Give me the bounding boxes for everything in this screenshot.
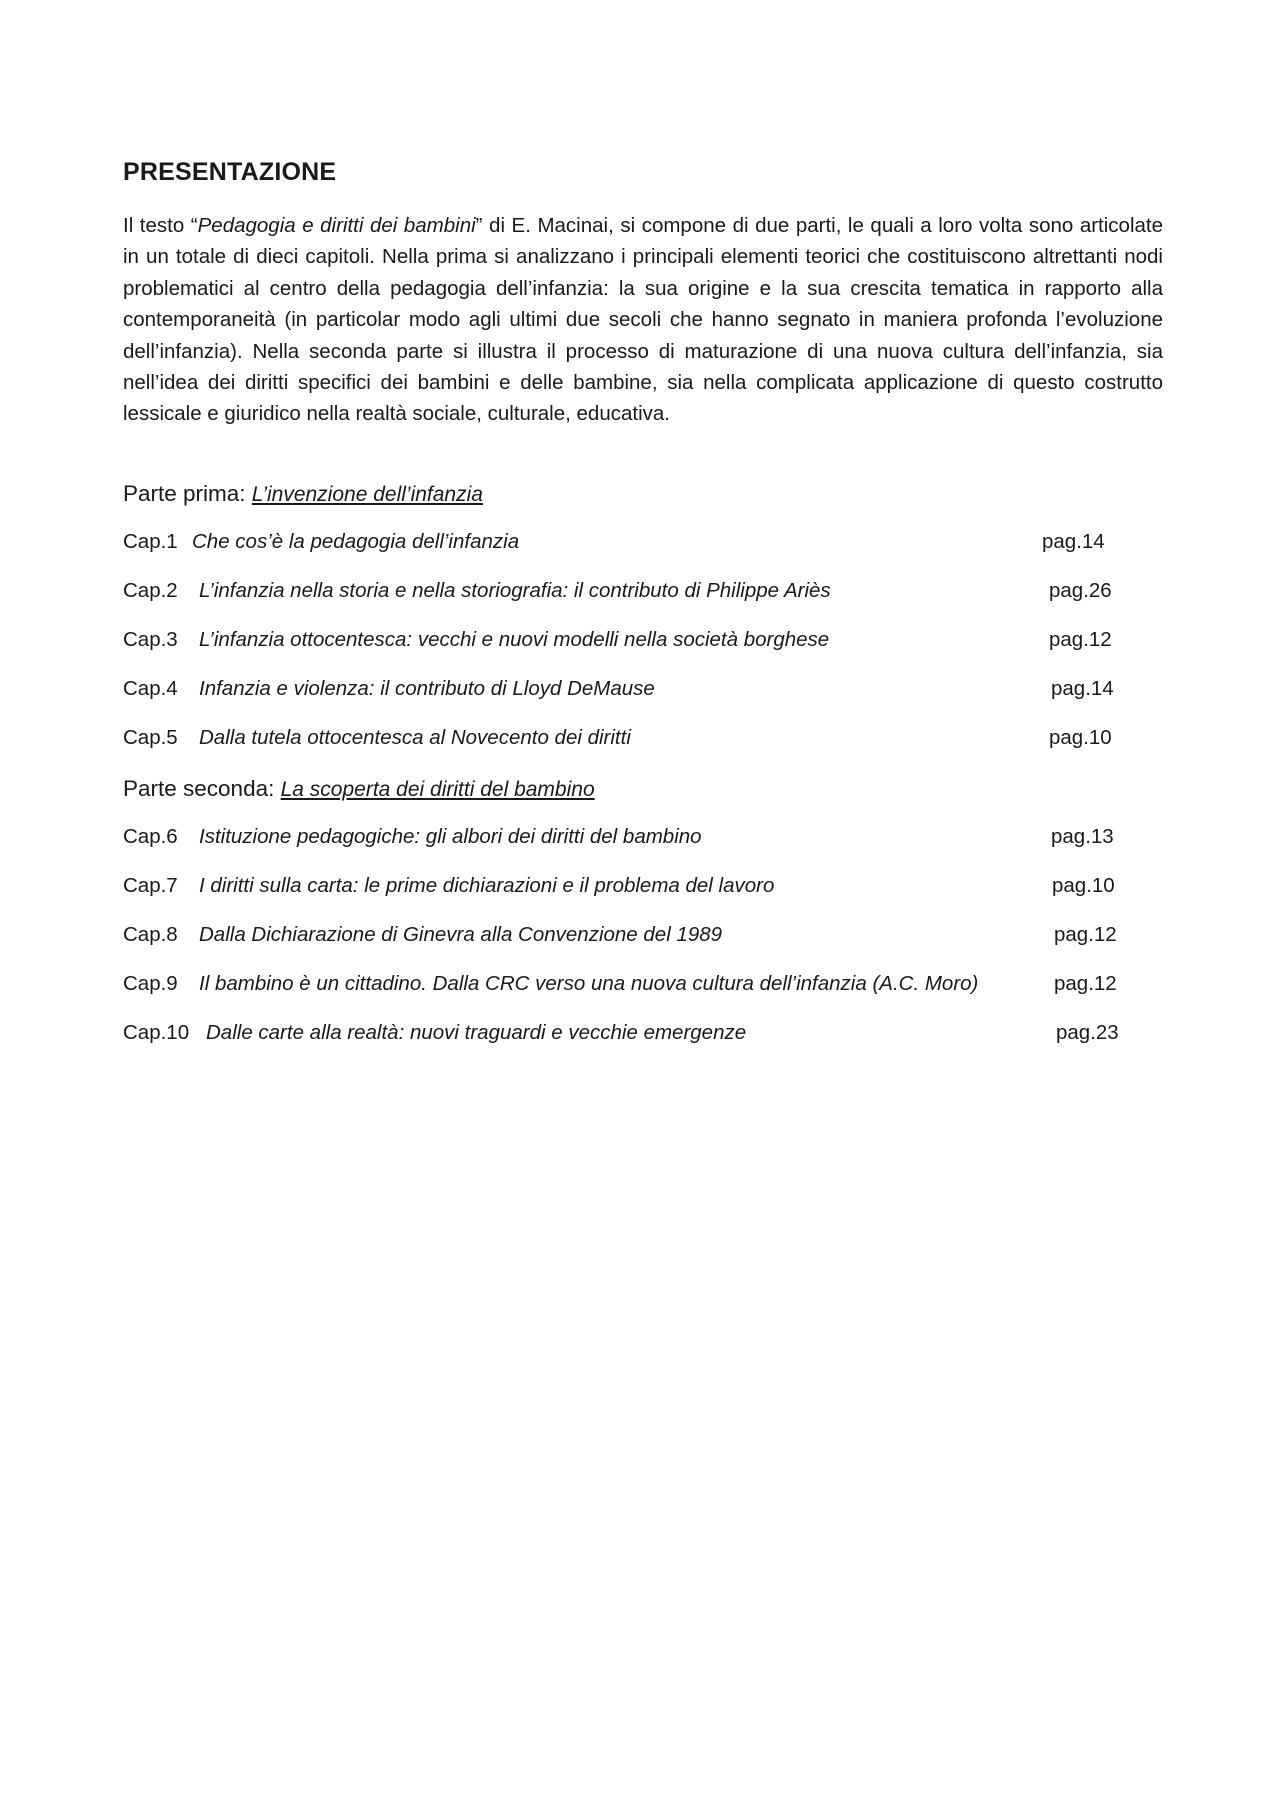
chapter-label: Cap.10	[123, 1021, 190, 1044]
toc-row-cap-7	[123, 874, 1123, 904]
chapter-title: Istituzione pedagogiche: gli albori dei diritti del bambino	[199, 825, 702, 848]
chapter-title: Dalla tutela ottocentesca al Novecento dei diritti	[199, 726, 631, 749]
chapter-title: I diritti sulla carta: le prime dichiarazioni e il problema del lavoro	[199, 874, 775, 897]
chapter-title: L’infanzia nella storia e nella storiografia: il contributo di Philippe Ariès	[199, 579, 831, 602]
chapter-page: pag.23	[1056, 1021, 1119, 1044]
chapter-label: Cap.3	[123, 628, 178, 651]
book-title: Pedagogia e diritti dei bambini	[197, 214, 476, 237]
chapter-page: pag.12	[1054, 972, 1117, 995]
chapter-title: Dalla Dichiarazione di Ginevra alla Convenzione del 1989	[199, 923, 723, 946]
chapter-label: Cap.6	[123, 825, 178, 848]
toc-row-cap-5	[123, 726, 1123, 756]
toc-row-cap-10	[123, 1021, 1123, 1051]
intro-body: ” di E. Macinai, si compone di due parti, le quali a loro volta sono articolate in un totale di dieci capitoli. Nella prima si analizzano i principali elementi teorici che costituiscono altrettanti nodi problematici al centro della pedagogia dell’infanzia: la sua origine e la sua crescita tematica in rapporto alla contemporaneità (in particolar modo agli ultimi due secoli che hanno segnato in maniera profonda l’evoluzione dell’infanzia). Nella seconda parte si illustra il processo di maturazione di una nuova cultura dell’infanzia, sia nell’idea dei diritti specifici dei bambini e delle bambine, sia nella complicata applicazione di questo costrutto lessicale e giuridico nella realtà sociale, culturale, educativa.	[123, 214, 1163, 426]
toc-row-cap-2	[123, 579, 1123, 609]
chapter-page: pag.12	[1049, 628, 1112, 651]
part-label: Parte prima:	[123, 481, 252, 506]
toc-row-cap-9	[123, 972, 1123, 1002]
chapter-label: Cap.1	[123, 530, 178, 553]
intro-prefix: Il testo “	[123, 214, 198, 237]
chapter-label: Cap.4	[123, 677, 178, 700]
part-two-heading	[123, 776, 595, 802]
toc-row-cap-6	[123, 825, 1123, 855]
chapter-page: pag.13	[1051, 825, 1114, 848]
chapter-title: Che cos’è la pedagogia dell’infanzia	[192, 530, 520, 553]
chapter-title: Il bambino è un cittadino. Dalla CRC verso una nuova cultura dell’infanzia (A.C. Moro)	[199, 972, 979, 995]
chapter-label: Cap.8	[123, 923, 178, 946]
chapter-page: pag.10	[1049, 726, 1112, 749]
chapter-page: pag.10	[1052, 874, 1115, 897]
toc-row-cap-4	[123, 677, 1123, 707]
chapter-page: pag.14	[1042, 530, 1105, 553]
intro-paragraph	[123, 210, 1163, 430]
chapter-title: Dalle carte alla realtà: nuovi traguardi e vecchie emergenze	[206, 1021, 747, 1044]
page-title: PRESENTAZIONE	[123, 158, 337, 186]
toc-row-cap-8	[123, 923, 1123, 953]
chapter-label: Cap.5	[123, 726, 178, 749]
chapter-label: Cap.9	[123, 972, 178, 995]
part-label: Parte seconda:	[123, 776, 281, 801]
chapter-page: pag.26	[1049, 579, 1112, 602]
chapter-label: Cap.2	[123, 579, 178, 602]
toc-row-cap-1	[123, 530, 1123, 560]
chapter-page: pag.14	[1051, 677, 1114, 700]
chapter-title: L’infanzia ottocentesca: vecchi e nuovi modelli nella società borghese	[199, 628, 830, 651]
chapter-page: pag.12	[1054, 923, 1117, 946]
part-title: L’invenzione dell’infanzia	[251, 483, 483, 506]
chapter-title: Infanzia e violenza: il contributo di Lloyd DeMause	[199, 677, 655, 700]
chapter-label: Cap.7	[123, 874, 178, 897]
part-one-heading	[123, 481, 483, 507]
toc-row-cap-3	[123, 628, 1123, 658]
part-title: La scoperta dei diritti del bambino	[280, 778, 595, 801]
